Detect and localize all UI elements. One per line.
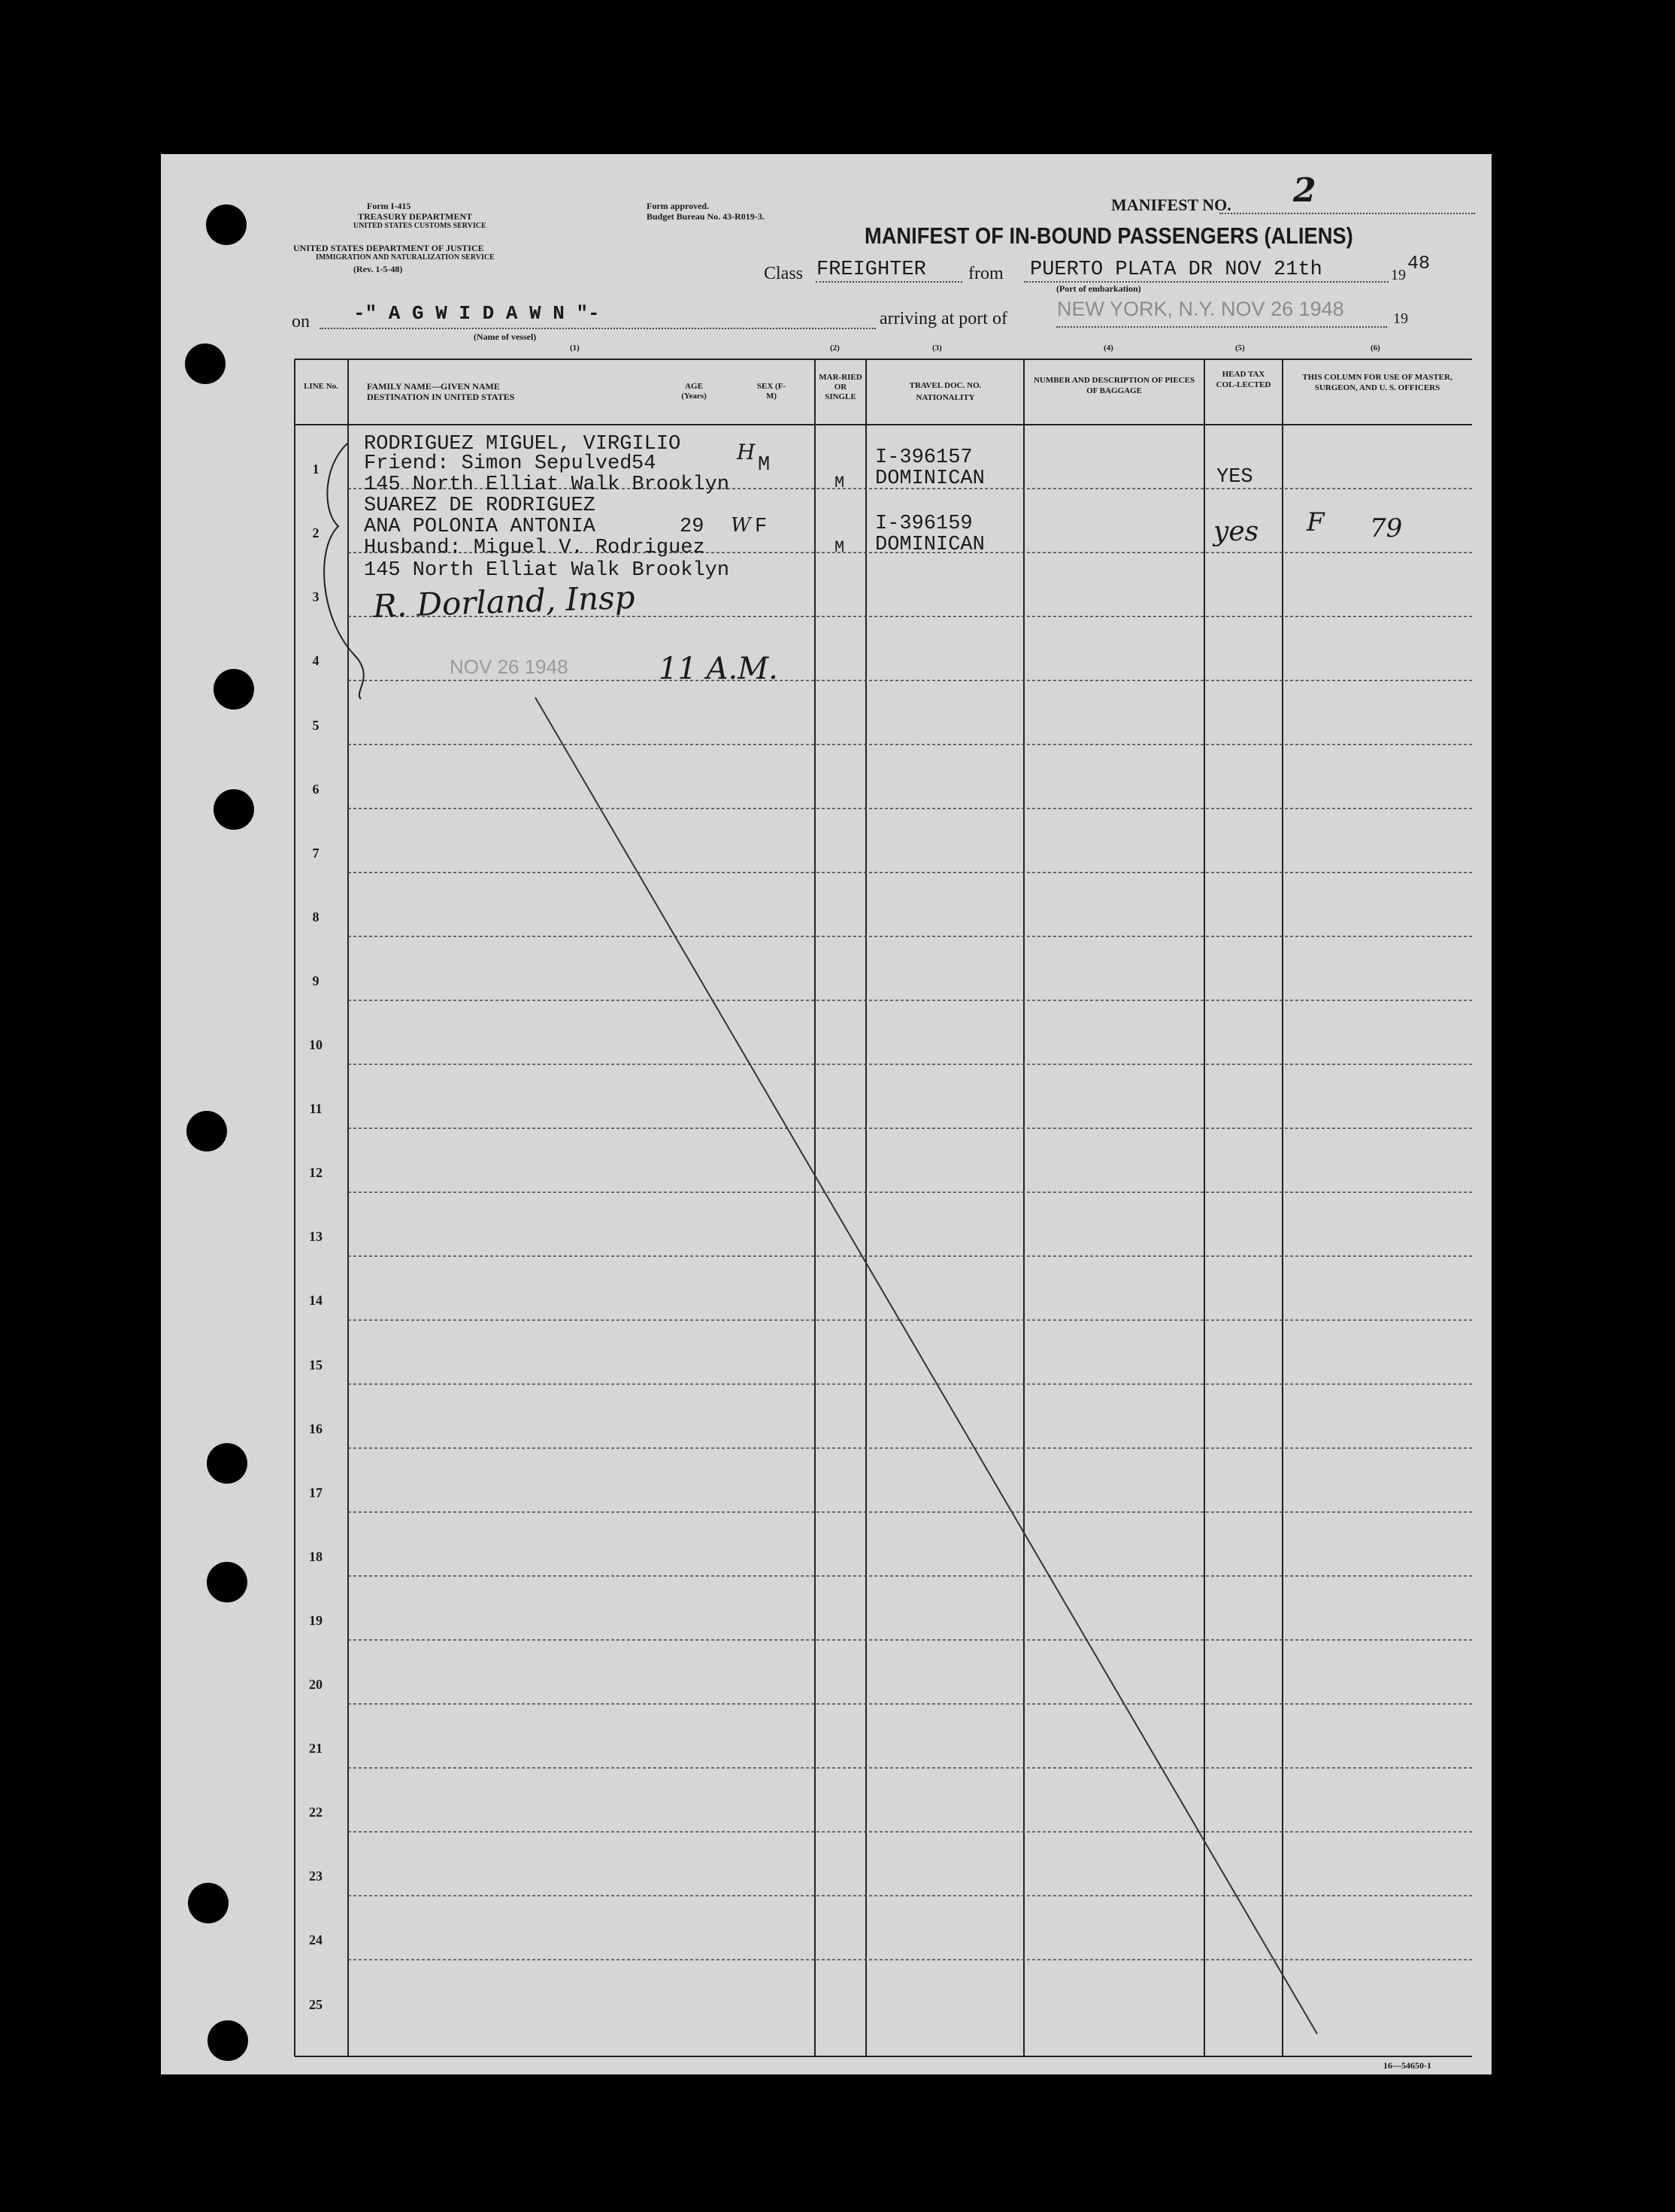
- form-number: Form I-415: [367, 201, 411, 211]
- manifest-number: 2: [1293, 171, 1316, 210]
- inspection-date-stamp: NOV 26 1948: [450, 655, 568, 678]
- col-number-1: (1): [570, 343, 580, 353]
- entry-2-name: SUAREZ DE RODRIGUEZ: [364, 495, 595, 517]
- class-label: Class: [764, 264, 804, 283]
- entry-2-head-tax: yes: [1213, 516, 1259, 547]
- justice-department: UNITED STATES DEPARTMENT OF JUSTICE: [293, 243, 484, 253]
- customs-service: UNITED STATES CUSTOMS SERVICE: [353, 222, 486, 230]
- entry-2-sex-mark: W: [731, 514, 751, 537]
- header-baggage: NUMBER AND DESCRIPTION OF PIECES OF BAGGAGE: [1033, 376, 1195, 395]
- header-head-tax: HEAD TAX COL-LECTED: [1216, 370, 1271, 389]
- line-number: 23: [309, 1869, 323, 1884]
- line-number: 16: [309, 1421, 323, 1436]
- line-number: 6: [312, 781, 320, 797]
- line-number: 22: [309, 1805, 323, 1820]
- entry-2-married: M: [834, 538, 845, 557]
- from-label: from: [968, 264, 1004, 283]
- header-officers: THIS COLUMN FOR USE OF MASTER, SURGEON, AND U. S. OFFICERS: [1302, 373, 1452, 392]
- col-number-5: (5): [1235, 343, 1245, 353]
- entry-1-head-tax: YES: [1216, 466, 1253, 489]
- header-family-name: FAMILY NAME—GIVEN NAME: [367, 381, 500, 392]
- header-married: MAR-RIED OR SINGLE: [819, 373, 862, 402]
- col-number-4: (4): [1104, 343, 1113, 353]
- manifest-label: MANIFEST NO.: [1111, 195, 1231, 214]
- line-number: 14: [309, 1293, 323, 1309]
- year-value: 48: [1407, 253, 1431, 274]
- inspector-signature: R. Dorland, Insp: [372, 578, 636, 625]
- on-label: on: [292, 312, 310, 331]
- line-number: 25: [309, 1996, 323, 2012]
- line-number: 24: [309, 1932, 323, 1948]
- entry-1-married: M: [834, 474, 845, 492]
- revision-date: (Rev. 1-5-48): [353, 264, 403, 274]
- line-number: 7: [312, 845, 320, 861]
- line-number: 8: [312, 909, 320, 924]
- port-of-embarkation: PUERTO PLATA DR NOV 21th: [1030, 259, 1322, 281]
- line-number: 18: [309, 1548, 323, 1564]
- inspection-time: 11 A.M.: [659, 652, 778, 686]
- header-destination: DESTINATION IN UNITED STATES: [367, 392, 515, 402]
- entry-2-nationality: DOMINICAN: [875, 534, 985, 556]
- entry-2-age: 29: [680, 516, 704, 538]
- line-number: 21: [309, 1741, 323, 1757]
- arrival-port-stamp: NEW YORK, N.Y. NOV 26 1948: [1057, 298, 1344, 320]
- arriving-year-prefix: 19: [1393, 310, 1408, 327]
- line-number: 5: [312, 717, 320, 733]
- line-number: 13: [309, 1229, 323, 1245]
- treasury-department: TREASURY DEPARTMENT: [358, 211, 473, 222]
- vessel-name: -" A G W I D A W N "-: [353, 302, 600, 325]
- entry-2-officer-note-1: F: [1307, 507, 1325, 537]
- line-number: 12: [309, 1165, 323, 1181]
- line-number: 17: [309, 1484, 323, 1500]
- entry-1-address: 145 North Elliat Walk Brooklyn: [364, 474, 730, 496]
- header-line-no: LINE No.: [304, 382, 338, 391]
- entry-1-friend: Friend: Simon Sepulved: [364, 452, 632, 475]
- budget-bureau: Budget Bureau No. 43-R019-3.: [647, 211, 765, 222]
- class-value: FREIGHTER: [816, 259, 926, 281]
- header-sex: SEX (F-M): [756, 382, 786, 401]
- arriving-label: arriving at port of: [880, 309, 1007, 328]
- line-number: 10: [309, 1037, 323, 1052]
- entry-1-sex-mark: H: [737, 440, 756, 464]
- year-prefix: 19: [1391, 267, 1406, 283]
- entry-1-doc: I-396157: [875, 446, 973, 469]
- form-approved: Form approved.: [647, 201, 710, 211]
- entry-1-sex: M: [758, 454, 771, 477]
- line-number: 11: [309, 1101, 323, 1117]
- entry-1-name: RODRIGUEZ MIGUEL, VIRGILIO: [364, 433, 681, 455]
- entry-1-nationality: DOMINICAN: [875, 468, 985, 490]
- entry-2-doc: I-396159: [875, 513, 973, 535]
- form-footer-code: 16—54650-1: [1383, 2060, 1431, 2071]
- line-number: 20: [309, 1677, 323, 1692]
- line-number: 9: [312, 973, 320, 988]
- line-number: 4: [312, 653, 320, 669]
- line-number: 15: [309, 1357, 323, 1372]
- entry-2-address: 145 North Elliat Walk Brooklyn: [364, 559, 730, 582]
- header-age: AGE (Years): [681, 382, 707, 401]
- col-number-2: (2): [830, 343, 840, 353]
- port-embarkation-caption: (Port of embarkation): [1056, 283, 1141, 294]
- manifest-title: MANIFEST OF IN-BOUND PASSENGERS (ALIENS): [865, 222, 1353, 249]
- entry-2-sex: F: [755, 516, 768, 538]
- entry-2-husband: Husband: Miguel V. Rodriguez: [364, 537, 705, 559]
- entry-2-officer-note-2: 79: [1370, 513, 1403, 543]
- vessel-caption: (Name of vessel): [474, 331, 537, 342]
- line-number: 3: [312, 589, 320, 605]
- entry-1-age: 54: [632, 452, 656, 475]
- col-number-3: (3): [932, 343, 942, 353]
- line-number: 1: [312, 461, 320, 477]
- header-nationality: NATIONALITY: [916, 393, 975, 402]
- immigration-service: IMMIGRATION AND NATURALIZATION SERVICE: [316, 253, 495, 262]
- line-number: 2: [312, 525, 320, 541]
- header-travel-doc: TRAVEL DOC. NO.: [909, 381, 982, 390]
- col-number-6: (6): [1371, 343, 1380, 353]
- line-number: 19: [309, 1612, 323, 1628]
- entry-2-name-2: ANA POLONIA ANTONIA: [364, 516, 595, 538]
